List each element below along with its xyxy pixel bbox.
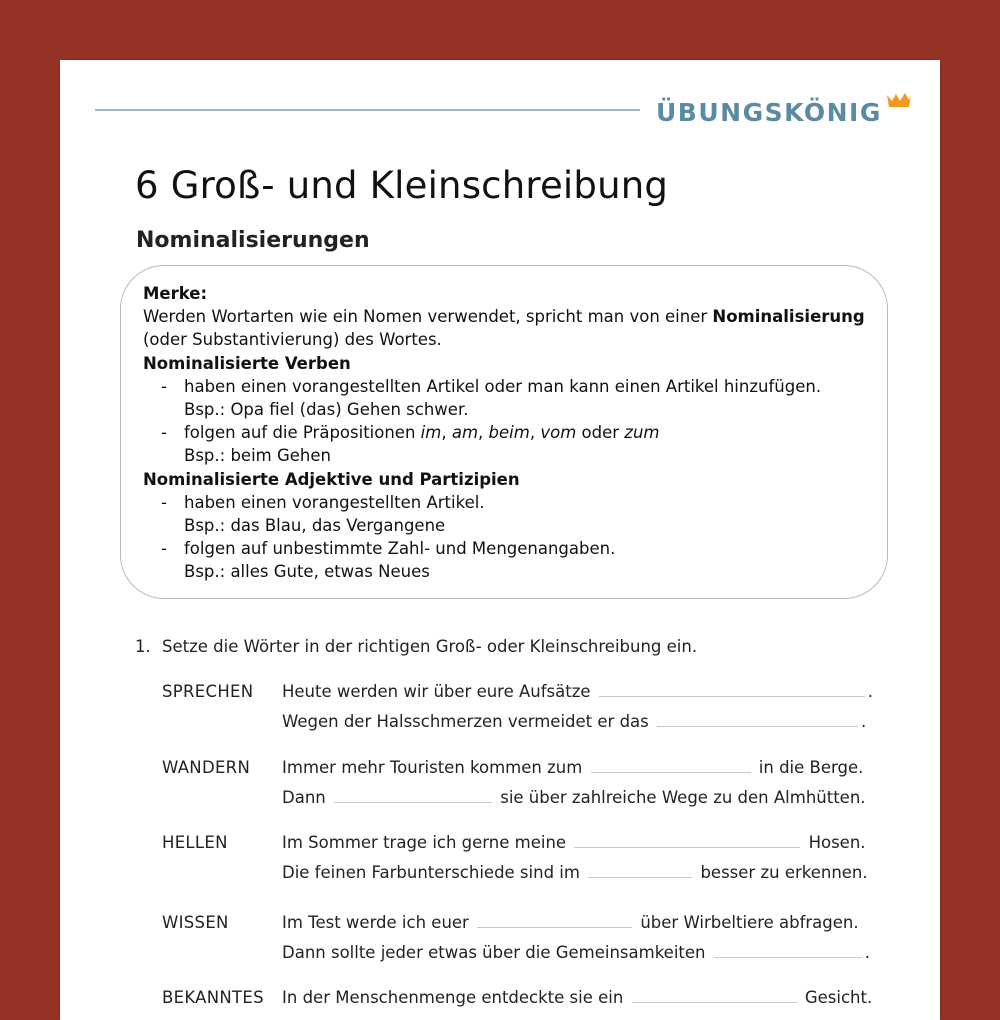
- adjectives-bullet-2: - folgen auf unbestimmte Zahl- und Mengenangaben.: [161, 539, 616, 559]
- page-title: 6 Groß- und Kleinschreibung: [135, 164, 669, 207]
- exercise-word: SPRECHEN: [162, 682, 254, 701]
- exercise-sentence: In der Menschenmenge entdeckte sie ein Gesicht.: [282, 988, 873, 1007]
- merke-box: [120, 265, 888, 599]
- exercise-sentence: Dann sollte jeder etwas über die Gemeinsamkeiten .: [282, 943, 870, 962]
- header-rule: [95, 109, 640, 111]
- verbs-bullet-1: - haben einen vorangestellten Artikel oder man kann einen Artikel hinzufügen.: [161, 376, 822, 396]
- exercise-sentence: Immer mehr Touristen kommen zum in die Berge.: [282, 758, 864, 777]
- answer-blank[interactable]: [574, 833, 800, 848]
- answer-blank[interactable]: [599, 682, 865, 697]
- merke-heading: Merke:: [143, 284, 208, 303]
- adjectives-example-2: Bsp.: alles Gute, etwas Neues: [184, 562, 430, 582]
- exercise-word: WISSEN: [162, 913, 229, 932]
- answer-blank[interactable]: [714, 943, 862, 958]
- exercise-sentence: Im Test werde ich euer über Wirbeltiere abfragen.: [282, 913, 859, 932]
- verbs-bullet-2: - folgen auf die Präpositionen im, am, beim, vom oder zum: [161, 423, 660, 443]
- exercise-word: WANDERN: [162, 758, 251, 777]
- crown-icon: [886, 92, 912, 108]
- adjectives-bullet-1: - haben einen vorangestellten Artikel.: [161, 492, 485, 512]
- verbs-heading: Nominalisierte Verben: [143, 353, 351, 373]
- task-instruction: 1. Setze die Wörter in der richtigen Groß- oder Kleinschreibung ein.: [135, 637, 698, 656]
- exercise-word: BEKANNTES: [162, 988, 264, 1007]
- verbs-example-2: Bsp.: beim Gehen: [184, 446, 331, 466]
- exercise-sentence: Heute werden wir über eure Aufsätze .: [282, 682, 874, 701]
- answer-blank[interactable]: [591, 758, 751, 773]
- merke-intro: Werden Wortarten wie ein Nomen verwendet, spricht man von einer Nominalisierung: [143, 307, 865, 327]
- answer-blank[interactable]: [477, 913, 632, 928]
- adjectives-heading: Nominalisierte Adjektive und Partizipien: [143, 469, 520, 489]
- logo: ÜBUNGSKÖNIG: [656, 98, 882, 127]
- merke-intro-cont: (oder Substantivierung) des Wortes.: [143, 330, 442, 350]
- answer-blank[interactable]: [657, 712, 858, 727]
- verbs-example-1: Bsp.: Opa fiel (das) Gehen schwer.: [184, 400, 469, 420]
- exercise-sentence: Wegen der Halsschmerzen vermeidet er das .: [282, 712, 867, 731]
- answer-blank[interactable]: [632, 988, 797, 1003]
- page-subtitle: Nominalisierungen: [136, 228, 370, 253]
- adjectives-example-1: Bsp.: das Blau, das Vergangene: [184, 516, 446, 536]
- worksheet-page: [60, 60, 940, 1020]
- answer-blank[interactable]: [334, 788, 492, 803]
- answer-blank[interactable]: [588, 863, 692, 878]
- exercise-sentence: Die feinen Farbunterschiede sind im besser zu erkennen.: [282, 863, 868, 882]
- exercise-sentence: Im Sommer trage ich gerne meine Hosen.: [282, 833, 866, 852]
- exercise-word: HELLEN: [162, 833, 228, 852]
- exercise-sentence: Dann sie über zahlreiche Wege zu den Almhütten.: [282, 788, 866, 807]
